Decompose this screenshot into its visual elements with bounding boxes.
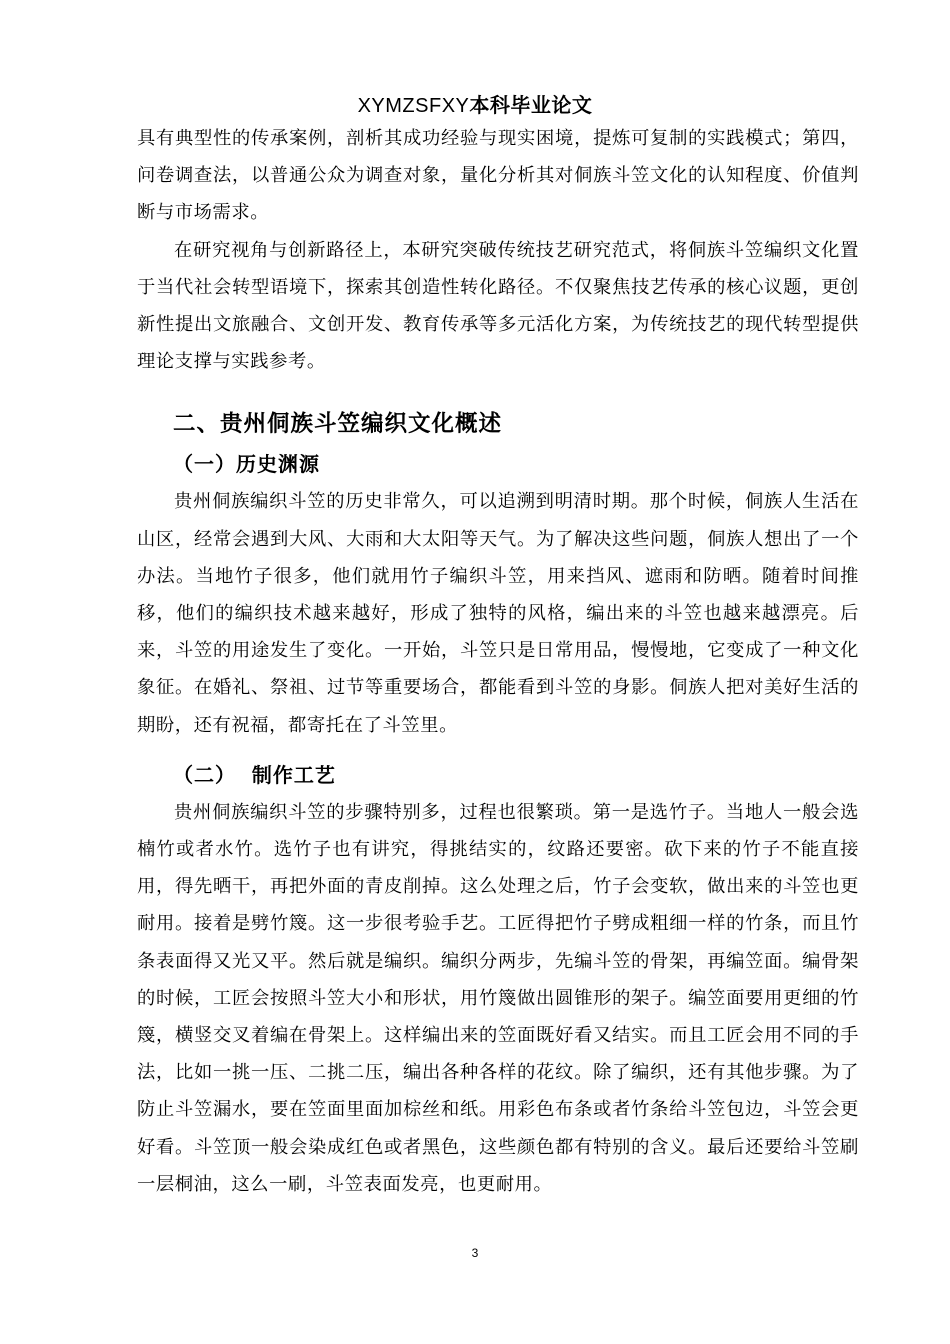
page-number: 3 [471,1246,479,1260]
history-heading: （一）历史渊源 [173,452,320,477]
craft-paragraph: 贵州侗族编织斗笠的步骤特别多，过程也很繁琐。第一是选竹子。当地人一般会选楠竹或者水竹。选竹子也有讲究，得挑结实的，纹路还要密。砍下来的竹子不能直接用，得先晒干，再把外面的青皮削掉。这么处理之后，竹子会变软，做出来的斗笠也更耐用。接着是劈竹篾。这一步很考验手艺。工匠得把竹子劈成粗细一样的竹条，而且竹条表面得又光又平。然后就是编织。编织分两步，先编斗笠的骨架，再编笠面。编骨架的时候，工匠会按照斗笠大小和形状，用竹篾做出圆锥形的架子。编笠面要用更细的竹篾，横竖交叉着编在骨架上。这样编出来的笠面既好看又结实。而且工匠会用不同的手法，比如一挑一压、二挑二压，编出各种各样的花纹。除了编织，还有其他步骤。为了防止斗笠漏水，要在笠面里面加棕丝和纸。用彩色布条或者竹条给斗笠包边，斗笠会更好看。斗笠顶一般会染成红色或者黑色，这些颜色都有特别的含义。最后还要给斗笠刷一层桐油，这么一刷，斗笠表面发亮，也更耐用。 [137,801,859,1195]
history-paragraph: 贵州侗族编织斗笠的历史非常久，可以追溯到明清时期。那个时候，侗族人生活在山区，经常会遇到大风、大雨和大太阳等天气。为了解决这些问题，侗族人想出了一个办法。当地竹子很多，他们就用竹子编织斗笠，用来挡风、遮雨和防晒。随着时间推移，他们的编织技术越来越好，形成了独特的风格，编出来的斗笠也越来越漂亮。后来，斗笠的用途发生了变化。一开始，斗笠只是日常用品，慢慢地，它变成了一种文化象征。在婚礼、祭祖、过节等重要场合，都能看到斗笠的身影。侗族人把对美好生活的期盼，还有祝福，都寄托在了斗笠里。 [137,491,859,736]
craft-heading: （二） 制作工艺 [173,762,336,787]
header-title: 本科毕业论文 [469,93,593,117]
section-heading: 二、贵州侗族斗笠编织文化概述 [173,411,503,438]
body-content [137,120,859,1203]
page-header [0,92,950,119]
header-code: XYMZSFXY [357,95,470,117]
intro-paragraph-2: 在研究视角与创新路径上，本研究突破传统技艺研究范式，将侗族斗笠编织文化置于当代社会转型语境下，探索其创造性转化路径。不仅聚焦技艺传承的核心议题，更创新性提出文旅融合、文创开发、教育传承等多元活化方案，为传统技艺的现代转型提供理论支撑与实践参考。 [137,239,859,373]
intro-paragraph-1: 具有典型性的传承案例，剖析其成功经验与现实困境，提炼可复制的实践模式；第四，问卷调查法，以普通公众为调查对象，量化分析其对侗族斗笠文化的认知程度、价值判断与市场需求。 [137,128,859,224]
